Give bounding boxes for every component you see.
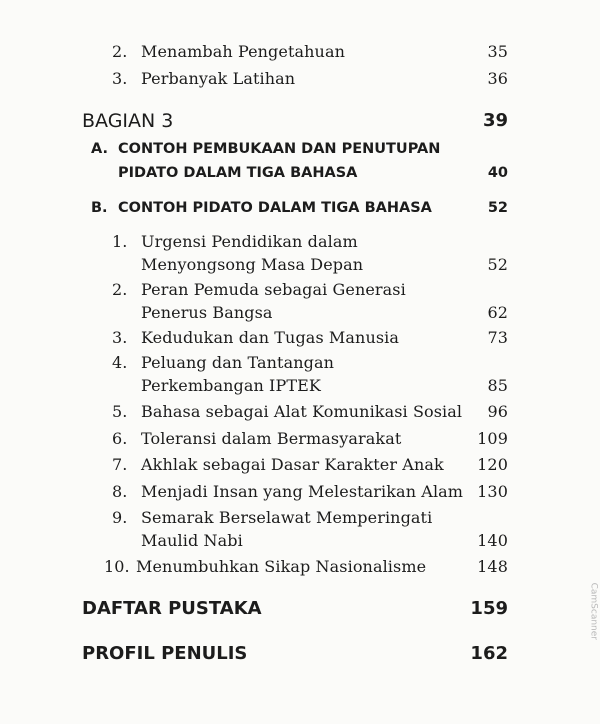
part-heading: BAGIAN 3 xyxy=(82,110,174,132)
section-letter: A. xyxy=(91,141,108,157)
toc-page-number: 148 xyxy=(477,557,508,576)
toc-entry-title-line2: Menyongsong Masa Depan xyxy=(141,255,364,274)
toc-entry-title-line2: Maulid Nabi xyxy=(141,531,243,550)
toc-num: 10. xyxy=(104,557,130,576)
section-title-line1: CONTOH PEMBUKAAN DAN PENUTUPAN xyxy=(118,141,441,157)
toc-num: 5. xyxy=(112,402,128,421)
toc-num: 1. xyxy=(112,232,128,251)
toc-num: 2. xyxy=(112,280,128,299)
scanner-watermark: CamScanner xyxy=(588,582,598,640)
toc-entry-title: Menumbuhkan Sikap Nasionalisme xyxy=(136,557,427,576)
toc-entry-title: Perbanyak Latihan xyxy=(141,69,296,88)
toc-page-number: 35 xyxy=(487,42,508,61)
toc-entry-title: Menambah Pengetahuan xyxy=(141,42,345,61)
back-matter-page-number: 159 xyxy=(470,598,508,619)
toc-num: 8. xyxy=(112,482,128,501)
toc-page-number: 73 xyxy=(487,328,508,347)
toc-page-number: 130 xyxy=(477,482,508,501)
toc-entry-title: Bahasa sebagai Alat Komunikasi Sosial xyxy=(141,402,463,421)
section-page-number: 40 xyxy=(487,165,508,181)
toc-page-number: 36 xyxy=(487,69,508,88)
section-title-line2: PIDATO DALAM TIGA BAHASA xyxy=(118,165,358,181)
part-page-number: 39 xyxy=(482,110,508,131)
section-letter: B. xyxy=(91,200,108,216)
section-title: CONTOH PIDATO DALAM TIGA BAHASA xyxy=(118,200,432,216)
toc-page-number: 62 xyxy=(487,303,508,322)
toc-entry-title-line1: Peluang dan Tantangan xyxy=(141,353,335,372)
toc-page-number: 109 xyxy=(477,429,508,448)
toc-entry-title: Akhlak sebagai Dasar Karakter Anak xyxy=(141,455,444,474)
toc-num: 2. xyxy=(112,42,128,61)
toc-num: 3. xyxy=(112,328,128,347)
toc-page-number: 120 xyxy=(477,455,508,474)
toc-page-number: 96 xyxy=(487,402,508,421)
toc-entry-title-line1: Peran Pemuda sebagai Generasi xyxy=(141,280,406,299)
section-page-number: 52 xyxy=(487,200,508,216)
toc-num: 7. xyxy=(112,455,128,474)
toc-entry-title-line2: Perkembangan IPTEK xyxy=(141,376,321,395)
back-matter-heading: PROFIL PENULIS xyxy=(82,643,248,664)
toc-entry-title: Menjadi Insan yang Melestarikan Alam xyxy=(141,482,464,501)
back-matter-page-number: 162 xyxy=(470,643,508,664)
toc-num: 6. xyxy=(112,429,128,448)
toc-entry-title: Kedudukan dan Tugas Manusia xyxy=(141,328,400,347)
toc-page-number: 52 xyxy=(487,255,508,274)
back-matter-heading: DAFTAR PUSTAKA xyxy=(82,598,262,619)
toc-page-number: 140 xyxy=(477,531,508,550)
toc-num: 4. xyxy=(112,353,128,372)
toc-num: 3. xyxy=(112,69,128,88)
toc-num: 9. xyxy=(112,508,128,527)
toc-entry-title-line1: Semarak Berselawat Memperingati xyxy=(141,508,433,527)
toc-entry-title-line2: Penerus Bangsa xyxy=(141,303,273,322)
toc-page-number: 85 xyxy=(487,376,508,395)
toc-entry-title-line1: Urgensi Pendidikan dalam xyxy=(141,232,358,251)
toc-entry-title: Toleransi dalam Bermasyarakat xyxy=(141,429,402,448)
